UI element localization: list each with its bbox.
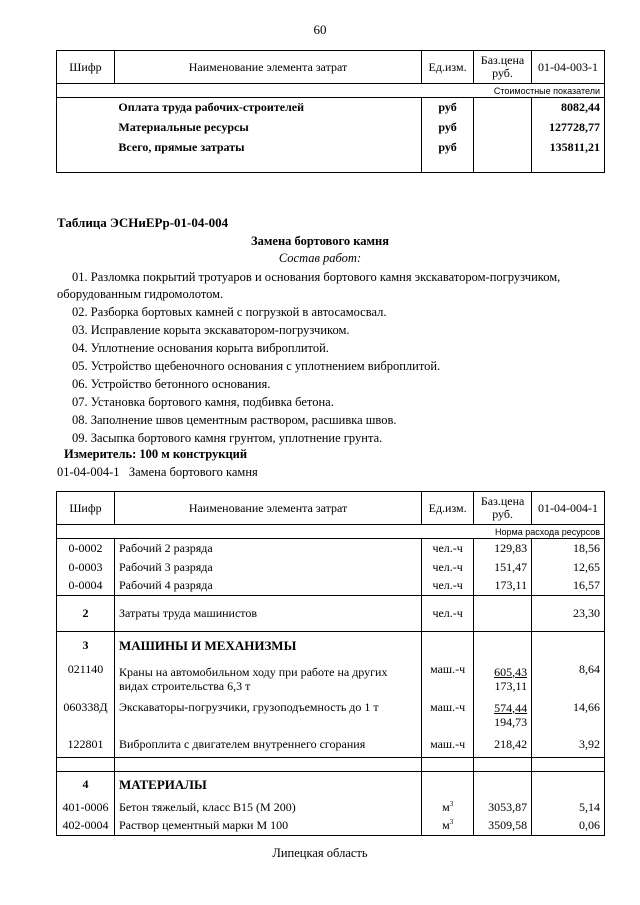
- table-row: 060338Д Экскаваторы-погрузчики, грузоподъемность до 1 т маш.-ч 574,44 194,73 14,66: [57, 698, 605, 732]
- work-item: 03. Исправление корыта экскаватором-погрузчиком.: [72, 323, 350, 337]
- resource-table: [56, 491, 605, 836]
- table-row: Всего, прямые затраты руб 135811,21: [57, 138, 605, 158]
- subheader: Норма расхода ресурсов: [57, 525, 605, 539]
- table-row: 2 Затраты труда машинистов чел.-ч 23,30: [57, 596, 605, 632]
- header-name: Наименование элемента затрат: [114, 51, 421, 84]
- work-item: 06. Устройство бетонного основания.: [72, 377, 271, 391]
- work-item: 07. Установка бортового камня, подбивка бетона.: [72, 395, 334, 409]
- section-row: 3 МАШИНЫ И МЕХАНИЗМЫ: [57, 632, 605, 660]
- table-row: 021140 Краны на автомобильном ходу при работе на других видах строительства 6,3 т маш.-ч 605,43 173,11 8,64: [57, 660, 605, 698]
- work-item: 05. Устройство щебеночного основания с уплотнением виброплитой.: [72, 359, 441, 373]
- measure: Измеритель: 100 м конструкций: [64, 447, 248, 461]
- table-row: Оплата труда рабочих-строителей руб 8082,44: [57, 98, 605, 118]
- work-item: 01. Разломка покрытий тротуаров и основания бортового камня экскаватором-погрузчиком,: [72, 270, 561, 284]
- table-row: 0-0003 Рабочий 3 разряда чел.-ч 151,47 12,65: [57, 558, 605, 577]
- header-price: Баз.цена руб.: [474, 492, 532, 525]
- section-row: 4 МАТЕРИАЛЫ: [57, 772, 605, 798]
- table-label: Таблица ЭСНиЕРр-01-04-004: [57, 215, 229, 230]
- table-row: 0-0002 Рабочий 2 разряда чел.-ч 129,83 18,56: [57, 539, 605, 558]
- work-item: 04. Уплотнение основания корыта виброплитой.: [72, 341, 329, 355]
- table-row: 401-0006 Бетон тяжелый, класс В15 (М 200) $м^3$ 3053,87 5,14: [57, 798, 605, 817]
- table-row: 402-0004 Раствор цементный марки М 100 $м^3$ 3509,58 0,06: [57, 817, 605, 836]
- header-name: Наименование элемента затрат: [114, 492, 421, 525]
- work-item: оборудованным гидромолотом.: [57, 287, 224, 301]
- header-unit: Ед.изм.: [422, 51, 474, 84]
- footer-region: Липецкая область: [272, 846, 368, 860]
- header-code: Шифр: [57, 492, 115, 525]
- work-item: 09. Засыпка бортового камня грунтом, уплотнение грунта.: [72, 431, 383, 445]
- work-item: 02. Разборка бортовых камней с погрузкой в автосамосвал.: [72, 305, 387, 319]
- table-row: Материальные ресурсы руб 127728,77: [57, 118, 605, 138]
- header-col-code: 01-04-004-1: [532, 492, 605, 525]
- item-line: 01-04-004-1 Замена бортового камня: [57, 465, 258, 479]
- header-price: Баз.цена руб.: [474, 51, 532, 84]
- table-row: 122801 Виброплита с двигателем внутреннего сгорания маш.-ч 218,42 3,92: [57, 732, 605, 758]
- work-item: 08. Заполнение швов цементным раствором, расшивка швов.: [72, 413, 397, 427]
- subheader: Стоимостные показатели: [57, 84, 605, 98]
- composition-title: Состав работ:: [278, 251, 362, 265]
- cost-table: [56, 50, 605, 173]
- header-code: Шифр: [57, 51, 115, 84]
- page-number: 60: [313, 22, 327, 37]
- section-title: Замена бортового камня: [251, 234, 389, 248]
- header-col-code: 01-04-003-1: [532, 51, 605, 84]
- header-unit: Ед.изм.: [422, 492, 474, 525]
- table-row: 0-0004 Рабочий 4 разряда чел.-ч 173,11 16,57: [57, 577, 605, 596]
